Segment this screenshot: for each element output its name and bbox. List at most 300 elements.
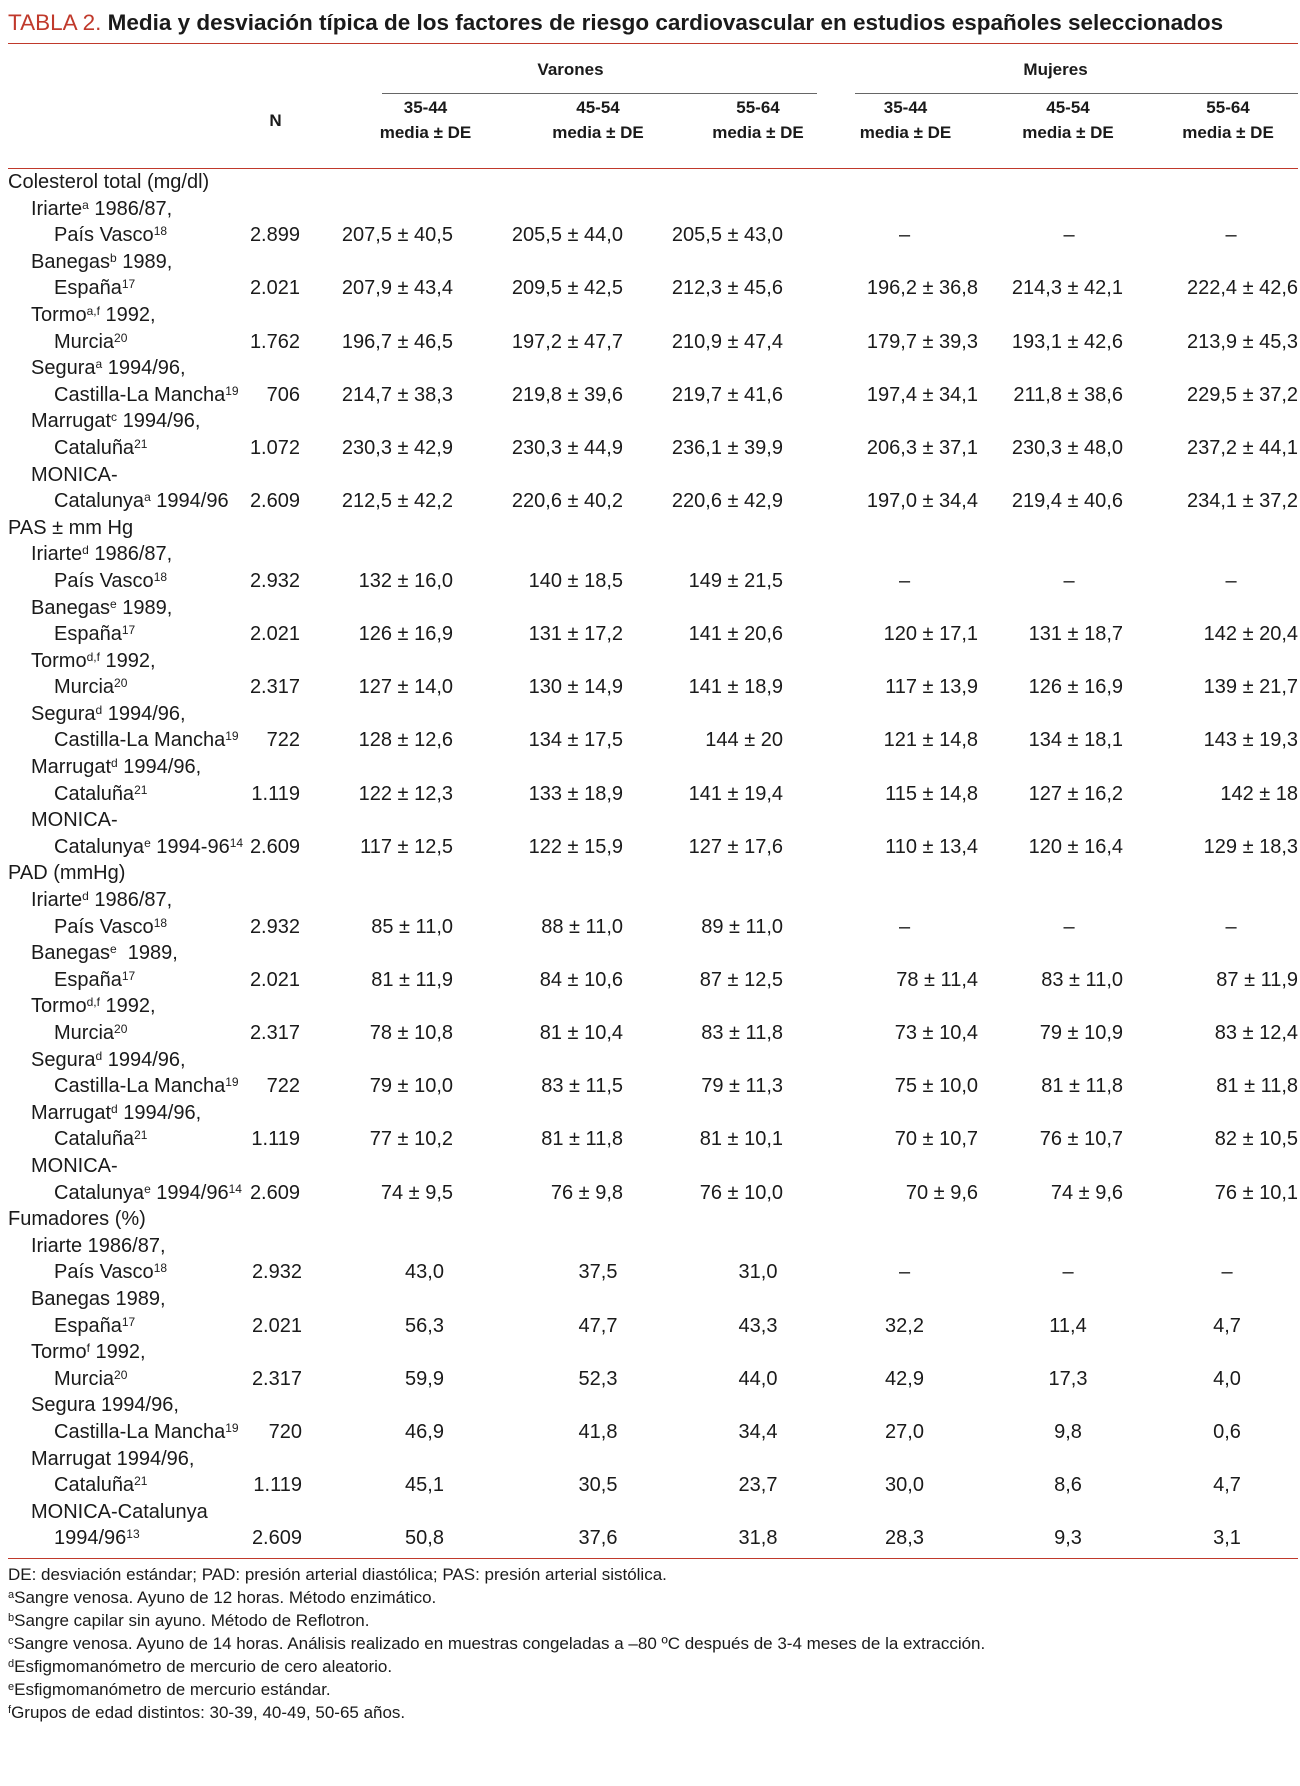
label-text: España	[54, 1314, 122, 1337]
table-title	[8, 8, 1298, 43]
table-row	[8, 914, 1298, 941]
footnote-text: Grupos de edad distintos: 30-39, 40-49, 50-65 años.	[11, 1702, 406, 1722]
cell-value: 78 ± 11,4	[896, 968, 978, 991]
label-text: Banegas	[31, 596, 110, 619]
table-row-label	[8, 1446, 1298, 1473]
cell-value: 131 ± 17,2	[528, 623, 623, 646]
footnote-text: DE: desviación estándar; PAD: presión arterial diastólica; PAS: presión arterial sistólica.	[8, 1564, 667, 1584]
label-suffix: 1989,	[116, 942, 178, 965]
cell-value: 196,7 ± 46,5	[341, 330, 453, 353]
section-header	[8, 860, 1298, 887]
label-text: Tormo	[31, 995, 87, 1018]
reference-marker: 14	[229, 835, 244, 850]
cell-n: 1.119	[253, 1474, 302, 1497]
cell-value: 87 ± 11,9	[1216, 968, 1299, 991]
table-row-label	[8, 648, 1298, 675]
footnote-marker: 19	[225, 1420, 239, 1435]
cell-n: 1.119	[251, 782, 300, 805]
cell-n: 2.609	[249, 1181, 300, 1204]
cell-value: 117 ± 13,9	[885, 676, 978, 699]
cell-value: 45,1	[405, 1474, 444, 1497]
label-suffix: 1994/96,	[102, 702, 186, 725]
table-row	[8, 435, 1298, 462]
cell-value: 41,8	[578, 1420, 618, 1443]
cell-value: 219,8 ± 39,6	[511, 383, 623, 406]
cell-n: 2.932	[249, 569, 300, 592]
label-text: Cataluña	[54, 1128, 135, 1151]
cell-value: 143 ± 19,3	[1203, 729, 1299, 752]
label-text: Cataluña	[54, 1474, 135, 1497]
label-text: Banegas	[31, 942, 110, 965]
section-title: Colesterol total (mg/dl)	[8, 171, 210, 193]
footnote-marker: d	[111, 756, 118, 771]
footnote-marker: 20	[114, 676, 128, 691]
label-text: Iriarte 1986/87,	[31, 1234, 166, 1257]
cell-value: 27,0	[885, 1420, 924, 1443]
footnote-marker: b	[109, 250, 117, 265]
cell-value: 75 ± 10,0	[894, 1075, 978, 1098]
table-row	[8, 727, 1298, 754]
cell-n: 2.899	[249, 224, 300, 247]
row-study-label	[8, 595, 223, 622]
cell-value: 210,9 ± 47,4	[671, 330, 783, 353]
cell-value: 11,4	[1049, 1314, 1087, 1337]
footnote-marker: e	[109, 596, 117, 611]
cell-value: 139 ± 21,7	[1203, 676, 1299, 699]
row-study-label	[8, 1047, 223, 1074]
section-header	[8, 515, 1298, 542]
cell-value: 23,7	[738, 1474, 778, 1497]
table-row-label	[8, 249, 1298, 276]
col-stat-6: media ± DE	[1182, 123, 1274, 142]
cell-value: 120 ± 16,4	[1028, 835, 1123, 858]
table-row-label	[8, 1153, 1298, 1180]
cell-value: 31,8	[738, 1527, 778, 1550]
table-row	[8, 275, 1298, 302]
label-text: Marrugat	[31, 1101, 112, 1124]
cell-value: 207,9 ± 43,4	[341, 277, 453, 300]
varones-rule	[382, 93, 817, 94]
cell-value: 4,7	[1213, 1474, 1241, 1497]
cell-value: –	[898, 224, 911, 247]
cell-value: 47,7	[578, 1314, 618, 1337]
cell-value: 70 ± 9,6	[905, 1181, 978, 1204]
table-row-label	[8, 754, 1298, 781]
label-text: Iriarte	[31, 543, 83, 566]
footnote-marker: 19	[225, 383, 239, 398]
footnote-marker: f	[8, 1703, 12, 1716]
cell-n: 1.119	[251, 1128, 300, 1151]
col-age-3: 55-64	[736, 98, 780, 117]
cell-value: 46,9	[405, 1420, 444, 1443]
cell-value: 77 ± 10,2	[369, 1128, 453, 1151]
cell-value: 141 ± 19,4	[688, 782, 783, 805]
mujeres-rule	[855, 93, 1298, 94]
row-region-label	[8, 222, 223, 249]
row-study-label	[8, 541, 223, 568]
footnote-marker: 19	[225, 1075, 239, 1090]
label-suffix: 1994/96	[150, 1181, 229, 1204]
footnote-marker: 18	[153, 569, 168, 584]
col-stat-4: media ± DE	[859, 123, 952, 142]
cell-value: 81 ± 11,8	[1041, 1075, 1123, 1098]
footnote-marker: 19	[225, 729, 239, 744]
row-study-label	[8, 1286, 223, 1313]
cell-value: 205,5 ± 43,0	[671, 224, 783, 247]
row-study-label	[8, 408, 223, 435]
cell-value: 3,1	[1213, 1527, 1241, 1550]
section-title: Fumadores (%)	[8, 1208, 146, 1231]
col-stat-2: media ± DE	[552, 123, 644, 142]
reference-marker: 14	[228, 1181, 242, 1196]
row-region-label	[8, 914, 223, 941]
cell-value: 83 ± 11,5	[541, 1075, 623, 1098]
label-text: Tormo	[31, 303, 87, 326]
row-region-label	[8, 967, 223, 994]
row-study-label	[8, 1153, 223, 1180]
table-row	[8, 1259, 1298, 1286]
footnote-marker: a	[82, 197, 89, 212]
row-region-label	[8, 834, 244, 861]
cell-value: 237,2 ± 44,1	[1186, 436, 1299, 459]
footnote-marker: 17	[121, 623, 136, 638]
cell-value: 214,7 ± 38,3	[341, 383, 453, 406]
row-study-label	[8, 807, 223, 834]
row-region-label	[8, 488, 229, 515]
table-row	[8, 1020, 1298, 1047]
table-row	[8, 1180, 1298, 1207]
cell-n: 2.609	[251, 1527, 302, 1550]
cell-value: 212,3 ± 45,6	[671, 277, 783, 300]
label-suffix: 1989,	[116, 250, 173, 273]
cell-value: 30,0	[885, 1474, 924, 1497]
section-title: PAD (mmHg)	[8, 862, 126, 885]
row-region-label	[8, 781, 223, 808]
footnote-marker: a,f	[86, 303, 100, 318]
col-age-1: 35-44	[403, 98, 448, 117]
row-region-label	[8, 727, 239, 754]
footnote-marker: 20	[114, 1022, 128, 1036]
cell-value: 220,6 ± 42,9	[671, 490, 783, 513]
table-notes	[8, 1559, 1298, 1724]
table-row-label	[8, 701, 1298, 728]
cell-n: 720	[268, 1420, 302, 1443]
table-row-label	[8, 196, 1298, 223]
cell-value: 73 ± 10,4	[894, 1022, 978, 1044]
cell-value: 34,4	[738, 1420, 778, 1443]
footnote-marker: a	[95, 357, 103, 372]
cell-value: 87 ± 12,5	[699, 968, 783, 991]
cell-value: –	[1063, 915, 1075, 938]
label-text: Castilla-La Mancha	[54, 729, 226, 752]
cell-value: 197,0 ± 34,4	[866, 490, 978, 513]
cell-value: –	[1063, 224, 1075, 247]
cell-value: 127 ± 17,6	[688, 835, 783, 858]
col-stat-1: media ± DE	[379, 123, 472, 142]
cell-value: 81 ± 11,8	[1216, 1075, 1299, 1098]
label-text: País Vasco	[54, 1261, 154, 1284]
label-text: Marrugat	[31, 756, 112, 779]
table-header	[8, 44, 1298, 168]
row-study-label	[8, 1446, 223, 1473]
cell-n: 2.021	[251, 1314, 302, 1337]
label-text: Tormo	[31, 649, 87, 672]
cell-value: 84 ± 10,6	[539, 968, 623, 991]
footnote-marker: 17	[121, 277, 136, 292]
row-region-label	[8, 568, 223, 595]
row-region-label	[8, 435, 223, 462]
table-row-label	[8, 887, 1298, 914]
label-text: MONICA-	[31, 1154, 118, 1177]
cell-value: 79 ± 10,0	[369, 1075, 453, 1098]
table-row	[8, 834, 1298, 861]
label-text: Segura 1994/96,	[31, 1394, 179, 1417]
table-row	[8, 1472, 1298, 1499]
label-suffix: 1989,	[116, 596, 173, 619]
cell-value: 130 ± 14,9	[528, 676, 623, 699]
row-study-label	[8, 355, 223, 382]
cell-value: 213,9 ± 45,3	[1186, 330, 1299, 353]
footnote-marker: d,f	[86, 995, 100, 1010]
col-age-4: 35-44	[883, 98, 928, 117]
cell-value: 52,3	[578, 1367, 618, 1390]
label-suffix: 1992,	[99, 303, 156, 326]
label-suffix: 1994/96,	[117, 1101, 202, 1124]
footnote-marker: a	[8, 1588, 15, 1601]
cell-value: 56,3	[405, 1314, 444, 1337]
row-study-label	[8, 1233, 223, 1260]
cell-value: 222,4 ± 42,6	[1186, 277, 1299, 300]
cell-value: 43,0	[405, 1261, 444, 1284]
table-row	[8, 488, 1298, 515]
label-text: País Vasco	[54, 224, 154, 247]
cell-value: 81 ± 11,8	[541, 1128, 623, 1151]
label-text: Murcia	[54, 1022, 115, 1044]
footnote	[8, 1655, 1298, 1678]
cell-value: 179,7 ± 39,3	[866, 330, 978, 353]
label-suffix: 1986/87,	[88, 197, 173, 220]
row-region-label	[8, 275, 223, 302]
label-text: Iriarte	[31, 889, 83, 912]
cell-n: 2.021	[249, 623, 300, 646]
label-text: Iriarte	[31, 197, 83, 220]
cell-value: 128 ± 12,6	[358, 729, 453, 752]
cell-value: 132 ± 16,0	[358, 569, 453, 592]
row-region-label	[8, 1073, 239, 1100]
footnote-text: Sangre venosa. Ayuno de 14 horas. Análisis realizado en muestras congeladas a –80 ºC después de 3-4 meses de la extracción.	[13, 1633, 986, 1653]
table-document	[8, 8, 1298, 1724]
label-text: Cataluña	[54, 436, 135, 459]
cell-value: –	[898, 1261, 911, 1284]
table-row	[8, 1419, 1298, 1446]
label-text: MONICA-	[31, 809, 118, 832]
table-row-label	[8, 462, 1298, 489]
cell-value: 50,8	[405, 1527, 444, 1550]
label-text: Castilla-La Mancha	[54, 1420, 226, 1443]
cell-value: 144 ± 20	[705, 729, 783, 752]
cell-value: 206,3 ± 37,1	[866, 436, 978, 459]
footnote-marker: 17	[121, 968, 136, 983]
cell-value: 88 ± 11,0	[541, 915, 623, 938]
cell-n: 706	[266, 383, 300, 406]
cell-value: 44,0	[738, 1367, 778, 1390]
footnote-marker: 18	[153, 1261, 168, 1276]
footnote-marker: 18	[153, 224, 168, 239]
table-row	[8, 621, 1298, 648]
cell-value: –	[1221, 1261, 1233, 1284]
label-text: Castilla-La Mancha	[54, 383, 226, 406]
cell-value: 197,4 ± 34,1	[866, 383, 978, 406]
footnote-text: Esfigmomanómetro de mercurio estándar.	[14, 1679, 331, 1699]
row-study-label	[8, 648, 223, 675]
label-text: Murcia	[54, 330, 115, 353]
row-study-label	[8, 302, 223, 329]
label-suffix: 1992,	[99, 649, 156, 672]
footnote-marker: 18	[153, 915, 168, 930]
row-study-label	[8, 462, 223, 489]
label-suffix: 1994-96	[150, 835, 230, 858]
table-row-label	[8, 1392, 1298, 1419]
col-n: N	[269, 111, 282, 130]
footnote-marker: c	[8, 1634, 14, 1647]
row-region-label	[8, 1366, 223, 1393]
cell-value: 30,5	[578, 1474, 618, 1497]
cell-value: 59,9	[405, 1367, 444, 1390]
cell-n: 2.317	[251, 1367, 302, 1390]
cell-value: 110 ± 13,4	[885, 835, 978, 858]
table-row-label	[8, 1100, 1298, 1127]
cell-value: 127 ± 14,0	[358, 676, 453, 699]
label-text: Segura	[31, 357, 96, 380]
cell-n: 722	[266, 729, 300, 752]
table-row	[8, 967, 1298, 994]
footnote-marker: b	[8, 1611, 15, 1624]
cell-value: 134 ± 18,1	[1028, 729, 1123, 752]
table-row	[8, 1073, 1298, 1100]
footnote-marker: d	[8, 1657, 15, 1670]
cell-value: 74 ± 9,5	[380, 1181, 453, 1204]
row-region-label	[8, 621, 223, 648]
footnote-marker: a	[144, 490, 151, 505]
row-study-label	[8, 754, 223, 781]
cell-value: 122 ± 15,9	[528, 835, 623, 858]
cell-value: 78 ± 10,8	[369, 1022, 453, 1044]
label-text: 1994/96	[54, 1527, 127, 1550]
cell-value: 76 ± 9,8	[550, 1181, 623, 1204]
footnote-text: Sangre venosa. Ayuno de 12 horas. Método enzimático.	[14, 1587, 437, 1607]
table-row	[8, 1366, 1298, 1393]
row-region-label	[8, 1180, 242, 1207]
cell-value: 141 ± 20,6	[688, 623, 783, 646]
footnote	[8, 1678, 1298, 1701]
cell-n: 722	[266, 1075, 300, 1098]
cell-value: 83 ± 12,4	[1214, 1022, 1299, 1044]
cell-value: 8,6	[1054, 1474, 1082, 1497]
col-stat-5: media ± DE	[1022, 123, 1114, 142]
footnote-marker: d	[95, 702, 103, 717]
row-study-label	[8, 1499, 223, 1526]
cell-value: 81 ± 10,1	[699, 1128, 783, 1151]
table-row-label	[8, 807, 1298, 834]
cell-value: 121 ± 14,8	[883, 729, 978, 752]
cell-value: 197,2 ± 47,7	[511, 330, 623, 353]
cell-value: 4,7	[1213, 1314, 1241, 1337]
row-region-label	[8, 382, 239, 409]
row-region-label	[8, 1419, 239, 1446]
label-text: País Vasco	[54, 569, 154, 592]
label-suffix: 1994/96	[150, 490, 229, 513]
table-label: TABLA 2.	[8, 10, 102, 35]
cell-value: 220,6 ± 40,2	[511, 490, 623, 513]
cell-n: 2.609	[249, 490, 300, 513]
label-text: Banegas 1989,	[31, 1287, 166, 1310]
row-region-label	[8, 1313, 223, 1340]
cell-value: 209,5 ± 42,5	[511, 277, 623, 300]
cell-value: 76 ± 10,7	[1039, 1128, 1123, 1151]
footnote	[8, 1701, 1298, 1724]
label-text: Catalunya	[54, 490, 145, 513]
cell-value: 131 ± 18,7	[1028, 623, 1123, 646]
footnote-marker: 20	[114, 330, 128, 345]
table-row-label	[8, 302, 1298, 329]
label-text: MONICA-	[31, 463, 118, 486]
cell-value: 82 ± 10,5	[1214, 1128, 1299, 1151]
table-row	[8, 1313, 1298, 1340]
cell-value: –	[1225, 224, 1237, 247]
label-text: España	[54, 968, 122, 991]
label-text: MONICA-Catalunya	[31, 1500, 208, 1523]
cell-value: 76 ± 10,0	[699, 1181, 783, 1204]
footnote	[8, 1586, 1298, 1609]
label-text: Banegas	[31, 250, 110, 273]
cell-value: 37,5	[578, 1261, 618, 1284]
cell-value: 196,2 ± 36,8	[866, 277, 978, 300]
table-row-label	[8, 1233, 1298, 1260]
table-row-label	[8, 1286, 1298, 1313]
cell-value: 83 ± 11,0	[1041, 968, 1123, 991]
cell-value: 142 ± 20,4	[1203, 623, 1299, 646]
label-text: Marrugat 1994/96,	[31, 1447, 195, 1470]
row-region-label	[8, 1472, 223, 1499]
cell-value: 76 ± 10,1	[1214, 1181, 1299, 1204]
cell-n: 2.609	[249, 835, 300, 858]
footnote-marker: d	[111, 1101, 118, 1116]
cell-value: –	[898, 569, 911, 592]
label-suffix: 1992,	[99, 995, 156, 1018]
table-row-label	[8, 993, 1298, 1020]
table-row	[8, 568, 1298, 595]
cell-value: 31,0	[738, 1261, 778, 1284]
label-text: Segura	[31, 1048, 96, 1071]
cell-value: 127 ± 16,2	[1028, 782, 1123, 805]
cell-value: 89 ± 11,0	[701, 915, 783, 938]
label-suffix: 1994/96,	[102, 357, 186, 380]
section-header	[8, 1206, 1298, 1233]
label-text: Catalunya	[54, 835, 145, 858]
table-body	[8, 169, 1298, 1552]
cell-n: 2.932	[251, 1261, 302, 1284]
row-study-label	[8, 196, 223, 223]
label-suffix: 1986/87,	[88, 889, 173, 912]
cell-value: 4,0	[1213, 1367, 1241, 1390]
footnote-marker: 21	[134, 782, 148, 797]
cell-value: 115 ± 14,8	[885, 782, 978, 805]
footnote-marker: 21	[134, 1474, 148, 1489]
footnote	[8, 1609, 1298, 1632]
label-suffix: 1992,	[89, 1341, 146, 1364]
row-region-label	[8, 1020, 223, 1047]
row-study-label	[8, 1100, 223, 1127]
